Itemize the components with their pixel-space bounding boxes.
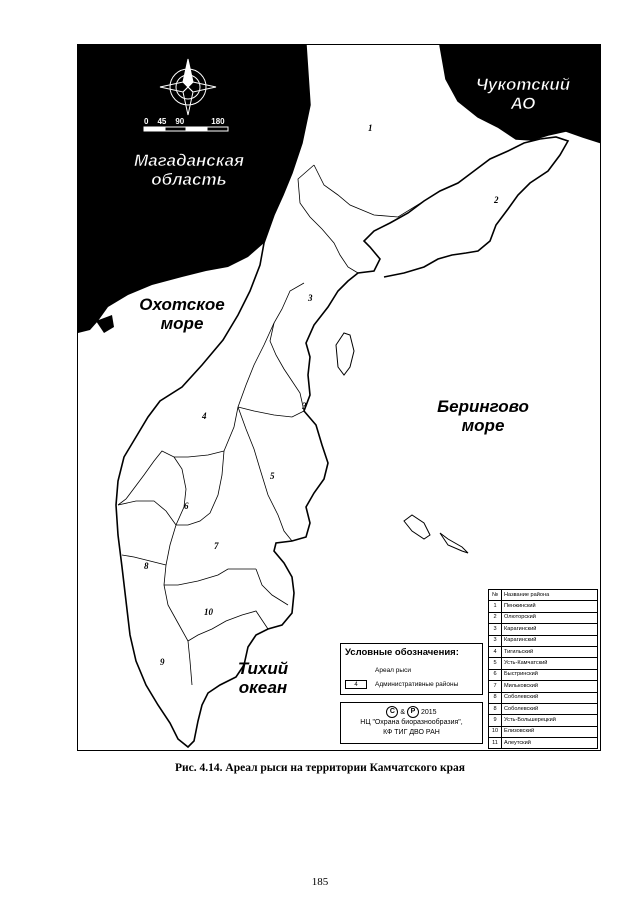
district-number: 3 <box>302 401 307 411</box>
row-num: 8 <box>489 692 502 703</box>
copyright-icon: C <box>386 706 398 718</box>
map-frame <box>77 44 601 751</box>
row-name: Карагинский <box>502 624 598 635</box>
district-table <box>488 589 598 749</box>
scale-labels <box>144 117 225 126</box>
row-name: Соболевский <box>502 703 598 714</box>
table-row <box>489 658 598 669</box>
legend-range-label: Ареал рыси <box>375 667 411 674</box>
scale-label: 90 <box>175 117 185 126</box>
row-name: Пенжинский <box>502 601 598 612</box>
table-row <box>489 726 598 737</box>
phonogram-icon: P <box>407 706 419 718</box>
table-row <box>489 703 598 714</box>
row-num: 3 <box>489 624 502 635</box>
table-row <box>489 738 598 749</box>
page-number: 185 <box>311 876 329 888</box>
header-name: Название района <box>502 590 598 601</box>
figure-caption: Рис. 4.14. Ареал рыси на территории Камчатского края <box>175 762 465 774</box>
row-num: 1 <box>489 601 502 612</box>
legend-title: Условные обозначения: <box>345 647 459 658</box>
table-row <box>489 692 598 703</box>
district-number: 5 <box>270 471 275 481</box>
row-num: 6 <box>489 669 502 680</box>
table-row <box>489 624 598 635</box>
range-swatch <box>345 666 367 675</box>
table-row <box>489 612 598 623</box>
pacific-ocean-label: Тихий океан <box>237 659 289 697</box>
row-num: 5 <box>489 658 502 669</box>
table-row <box>489 601 598 612</box>
row-name: Усть-Камчатский <box>502 658 598 669</box>
copyright-year: 2015 <box>420 708 437 716</box>
legend-district-label: Административные районы <box>375 681 459 688</box>
row-num: 9 <box>489 715 502 726</box>
row-num: 2 <box>489 612 502 623</box>
table-row <box>489 635 598 646</box>
copyright-org-line1: НЦ "Охрана биоразнообразия", <box>360 719 463 726</box>
commander-islands <box>404 515 430 539</box>
row-num: 8 <box>489 703 502 714</box>
district-number: 3 <box>308 293 313 303</box>
legend-range-row <box>345 666 411 675</box>
row-name: Мильковский <box>502 681 598 692</box>
table-header <box>489 590 598 601</box>
okhotsk-sea-label: Охотское море <box>139 295 225 333</box>
row-name: Соболевский <box>502 692 598 703</box>
magadan-region <box>78 45 310 333</box>
table-row <box>489 681 598 692</box>
district-number: 4 <box>202 411 207 421</box>
scale-label: 45 <box>157 117 167 126</box>
table-row <box>489 669 598 680</box>
table-row <box>489 646 598 657</box>
district-number: 7 <box>214 541 219 551</box>
copyright-org-line2: КФ ТИГ ДВО РАН <box>383 728 440 736</box>
header-num: № <box>489 590 502 601</box>
karaginsky-island <box>336 333 354 375</box>
row-name: Тигильский <box>502 646 598 657</box>
chukotka-label: Чукотский АО <box>475 75 571 113</box>
map-legend <box>340 643 483 695</box>
row-num: 11 <box>489 738 502 749</box>
row-num: 3 <box>489 635 502 646</box>
table-row <box>489 715 598 726</box>
row-name: Быстринский <box>502 669 598 680</box>
copyright-box: C & P 2015 НЦ "Охрана биоразнообразия", КФ ТИГ ДВО РАН <box>340 702 483 744</box>
district-key-swatch: 4 <box>345 680 367 689</box>
district-number: 1 <box>368 123 373 133</box>
district-number: 2 <box>494 195 499 205</box>
bering-sea-label: Берингово море <box>437 397 529 435</box>
district-number: 10 <box>204 607 213 617</box>
row-name: Карагинский <box>502 635 598 646</box>
row-name: Олюторский <box>502 612 598 623</box>
district-number: 9 <box>160 657 165 667</box>
row-num: 4 <box>489 646 502 657</box>
row-name: Усть-Большерецкий <box>502 715 598 726</box>
scale-label: 180 <box>211 117 225 126</box>
legend-district-row <box>345 680 458 689</box>
magadan-label: Магаданская область <box>133 151 245 189</box>
row-name: Алеутский <box>502 738 598 749</box>
row-num: 7 <box>489 681 502 692</box>
district-number: 6 <box>184 501 189 511</box>
row-name: Елизовский <box>502 726 598 737</box>
row-num: 10 <box>489 726 502 737</box>
district-number: 8 <box>144 561 149 571</box>
scale-label: 0 <box>144 117 149 126</box>
